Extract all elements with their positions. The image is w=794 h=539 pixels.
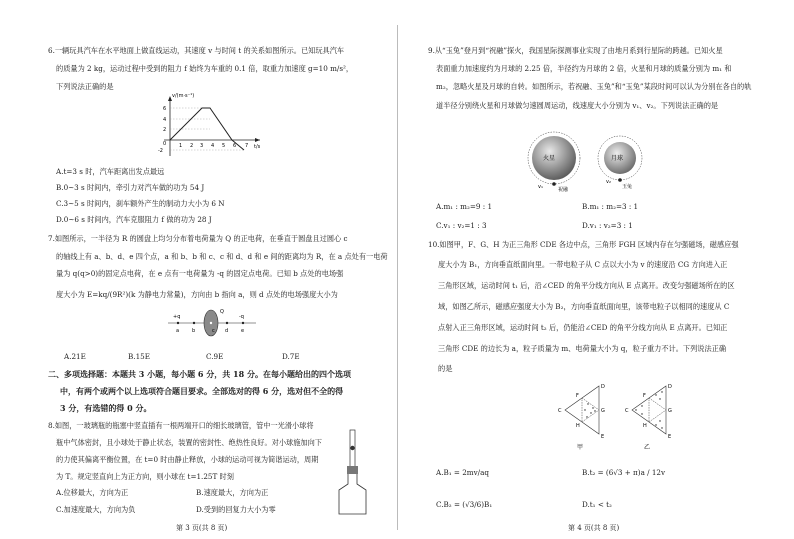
jia-H-label: H [576, 423, 580, 429]
q6-xtick: 1 [179, 143, 183, 149]
q9-line-2: 表面重力加速度约为月球的 2.25 倍，半径约为月球的 2 倍，火星和月球的质量分别为 m₁ 和 [436, 64, 732, 73]
q6-origin: 0 [163, 141, 167, 147]
q6-xlabel: t/s [254, 144, 261, 150]
q9-orbit-figure [516, 128, 656, 192]
q6-line-1: 6.一辆玩具汽车在水平地面上做直线运动，其速度 v 与时间 t 的关系如图所示。已知玩具汽车 [48, 46, 345, 55]
q8-line-1: 8.如图，一玻璃瓶的瓶塞中竖直插有一根两端开口的细长玻璃管，管中一光滑小球将 [48, 421, 314, 430]
q6-ytick: 4 [163, 117, 167, 123]
q8-option-d[interactable]: D.受到的回复力大小为零 [196, 505, 276, 514]
q8-option-c[interactable]: C.加速度最大，方向为负 [56, 505, 136, 514]
q9-v1-label: v₁ [538, 184, 543, 190]
q6-xtick: 4 [211, 143, 215, 149]
q6-option-b[interactable]: B.0~3 s 时间内，牵引力对汽车做的功为 54 J [56, 183, 205, 192]
figure-yi-caption: 乙 [644, 444, 651, 451]
q7-option-a[interactable]: A.21E [64, 352, 86, 361]
q9-line-4: 道半径分别绕火星和月球做匀速圆周运动，线速度大小分别为 v₁、v₂。下列说法正确的是 [436, 101, 719, 110]
figure-jia-caption: 甲 [577, 444, 584, 451]
section2-line-2: 中，有两个或两个以上选项符合题目要求。全部选对的得 6 分，选对但不全的得 [60, 386, 344, 396]
q7-line-4: 度大小为 E=kq/(9R²)(k 为静电力常量)，方向由 b 指向 a，则 d 点处的电场强度大小为 [56, 290, 338, 299]
q6-xtick: 7 [245, 143, 249, 149]
page-divider [397, 25, 398, 530]
q9-zhurong-label: 祝融 [558, 187, 569, 192]
q7-option-c[interactable]: C.9E [206, 352, 224, 361]
q7-plus-q-label: +q [173, 314, 181, 320]
q6-xtick: 5 [222, 143, 226, 149]
q7-disk-diagram [160, 307, 260, 339]
q8-option-b[interactable]: B.速度最大，方向为正 [196, 488, 269, 497]
q7-option-d[interactable]: D.7E [282, 352, 300, 361]
q10-line-2: 度大小为 B₁，方向垂直纸面向里。一带电粒子从 C 点以大小为 v 的速度沿 CG 方向进入正 [438, 260, 728, 269]
q10-line-4: 域，如图乙所示，磁感应强度大小为 B₂，方向垂直纸面向里，该带电粒子以相同的速度从 C [438, 302, 730, 311]
q7-e-label: e [241, 328, 245, 334]
q6-ytick: -2 [158, 148, 163, 154]
q10-line-1: 10.如图甲，F、G、H 为正三角形 CDE 各边中点，三角形 FGH 区域内存在匀强磁场，磁感应强 [428, 240, 739, 249]
q8-line-3: 的力使其偏离平衡位置，在 t=0 时由静止释放，小球的运动可视为简谐运动，周期 [56, 455, 319, 464]
jia-E-label: E [601, 434, 605, 440]
q9-moon-label: 月球 [611, 155, 624, 162]
section2-line-3: 3 分，有选错的得 0 分。 [60, 403, 152, 413]
q7-a-label: a [176, 328, 180, 334]
q7-option-b[interactable]: B.15E [128, 352, 150, 361]
q9-option-a[interactable]: A.m₁ : m₂=9 : 1 [436, 202, 493, 211]
q10-option-a[interactable]: A.B₁ = 2mv/aq [436, 468, 489, 477]
q8-bottle-diagram [336, 428, 370, 518]
q9-line-1: 9.从“玉兔”登月到“祝融”探火，我国星际探测事业实现了由地月系到行星际的跨越。已知火星 [428, 46, 723, 55]
q10-option-b[interactable]: B.t₂ = (6√3 + π)a / 12v [582, 468, 666, 477]
q7-line-1: 7.如图所示，一半径为 R 的圆盘上均匀分布着电荷量为 Q 的正电荷，在垂直于圆盘且过圆心 c [48, 234, 348, 243]
yi-D-label: D [668, 384, 672, 390]
q7-line-2: 的轴线上有 a、b、d、e 四个点，a 和 b、b 和 c、c 和 d、d 和 e 间的距离均为 R，在 a 点处有一电荷 [56, 252, 388, 261]
q6-line-3: 下列说法正确的是 [56, 82, 114, 91]
q8-line-4: 为 T。规定竖直向上为正方向，则小球在 t=1.25T 时刻 [56, 472, 234, 481]
q6-ytick: 6 [163, 106, 167, 112]
q9-v2-label: v₂ [606, 179, 611, 185]
q6-option-d[interactable]: D.0~6 s 时间内，汽车克服阻力 f 做的功为 28 J [56, 215, 212, 224]
q6-xtick: 2 [190, 143, 194, 149]
q6-ylabel: v/(m·s⁻¹) [172, 93, 195, 99]
q8-option-a[interactable]: A.位移最大，方向为正 [56, 488, 129, 497]
yi-H-label: H [643, 423, 647, 429]
q7-c-label: c [212, 328, 215, 334]
q9-option-c[interactable]: C.v₁ : v₂=1 : 3 [436, 221, 487, 230]
q10-line-6: 三角形 CDE 的边长为 a，粒子质量为 m、电荷量大小为 q，粒子重力不计。下列说法正确 [438, 344, 727, 353]
jia-C-label: C [558, 408, 562, 414]
q9-yutu-label: 玉兔 [622, 184, 633, 190]
q7-d-label: d [225, 328, 229, 334]
q10-line-7: 的是 [438, 364, 453, 373]
jia-F-label: F [576, 393, 579, 399]
q6-option-a[interactable]: A.t=3 s 时，汽车距离出发点最远 [56, 167, 165, 176]
q9-option-b[interactable]: B.m₁ : m₂=3 : 1 [582, 202, 639, 211]
yi-F-label: F [643, 393, 646, 399]
q7-line-3: 量为 q(q>0)的固定点电荷，在 e 点有一电荷量为 -q 的固定点电荷。已知 b 点处的电场强 [56, 269, 344, 278]
q10-figure-yi [622, 382, 694, 454]
q10-option-d[interactable]: D.t₁ < t₂ [582, 500, 612, 509]
q7-b-label: b [192, 328, 196, 334]
q9-option-d[interactable]: D.v₁ : v₂=3 : 1 [582, 221, 633, 230]
q6-ytick: 2 [163, 127, 167, 133]
q6-xtick: 6 [233, 143, 237, 149]
q7-Q-label: Q [220, 309, 224, 315]
q9-mars-label: 火星 [543, 155, 556, 162]
left-footer-page-number: 第 3 页(共 8 页) [176, 524, 228, 532]
yi-E-label: E [668, 434, 672, 440]
q8-line-2: 瓶中气体密封，且小球处于静止状态，装置的密封性、绝热性良好。对小球施加向下 [56, 438, 322, 447]
q10-figure-jia [555, 382, 627, 454]
q10-option-c[interactable]: C.B₂ = (√3/6)B₁ [436, 500, 493, 509]
jia-G-label: G [601, 408, 605, 414]
jia-D-label: D [601, 384, 605, 390]
right-footer-page-number: 第 4 页(共 8 页) [568, 524, 620, 532]
yi-C-label: C [625, 408, 629, 414]
section2-line-1: 二、多项选择题：本题共 3 小题，每小题 6 分，共 18 分。在每小题给出的四个选项 [48, 369, 351, 379]
q9-line-3: m₂，忽略火星及月球的自转。如图所示，若祝融、玉兔”和“玉兔”某段时间可以认为分别在各自的轨 [436, 82, 752, 91]
q6-option-c[interactable]: C.3~5 s 时间内，刹车额外产生的制动力大小为 6 N [56, 199, 225, 208]
q10-line-5: 点射入正三角形区域，运动时间 t₂ 后，仍能沿∠CED 的角平分线方向从 E 点离开。已知正 [438, 323, 728, 332]
q6-vt-graph [150, 92, 262, 160]
q6-xtick: 3 [200, 143, 204, 149]
yi-G-label: G [668, 408, 672, 414]
q10-line-3: 三角形区域，运动时间 t₁ 后，沿∠CED 的角平分线方向从 E 点离开。改变匀强磁场所在的区 [438, 281, 735, 290]
q6-line-2: 的质量为 2 kg，运动过程中受到的阻力 f 始终为车重的 0.1 倍，取重力加速度 g=10 m/s²， [56, 64, 354, 73]
q7-minus-q-label: -q [239, 314, 244, 320]
